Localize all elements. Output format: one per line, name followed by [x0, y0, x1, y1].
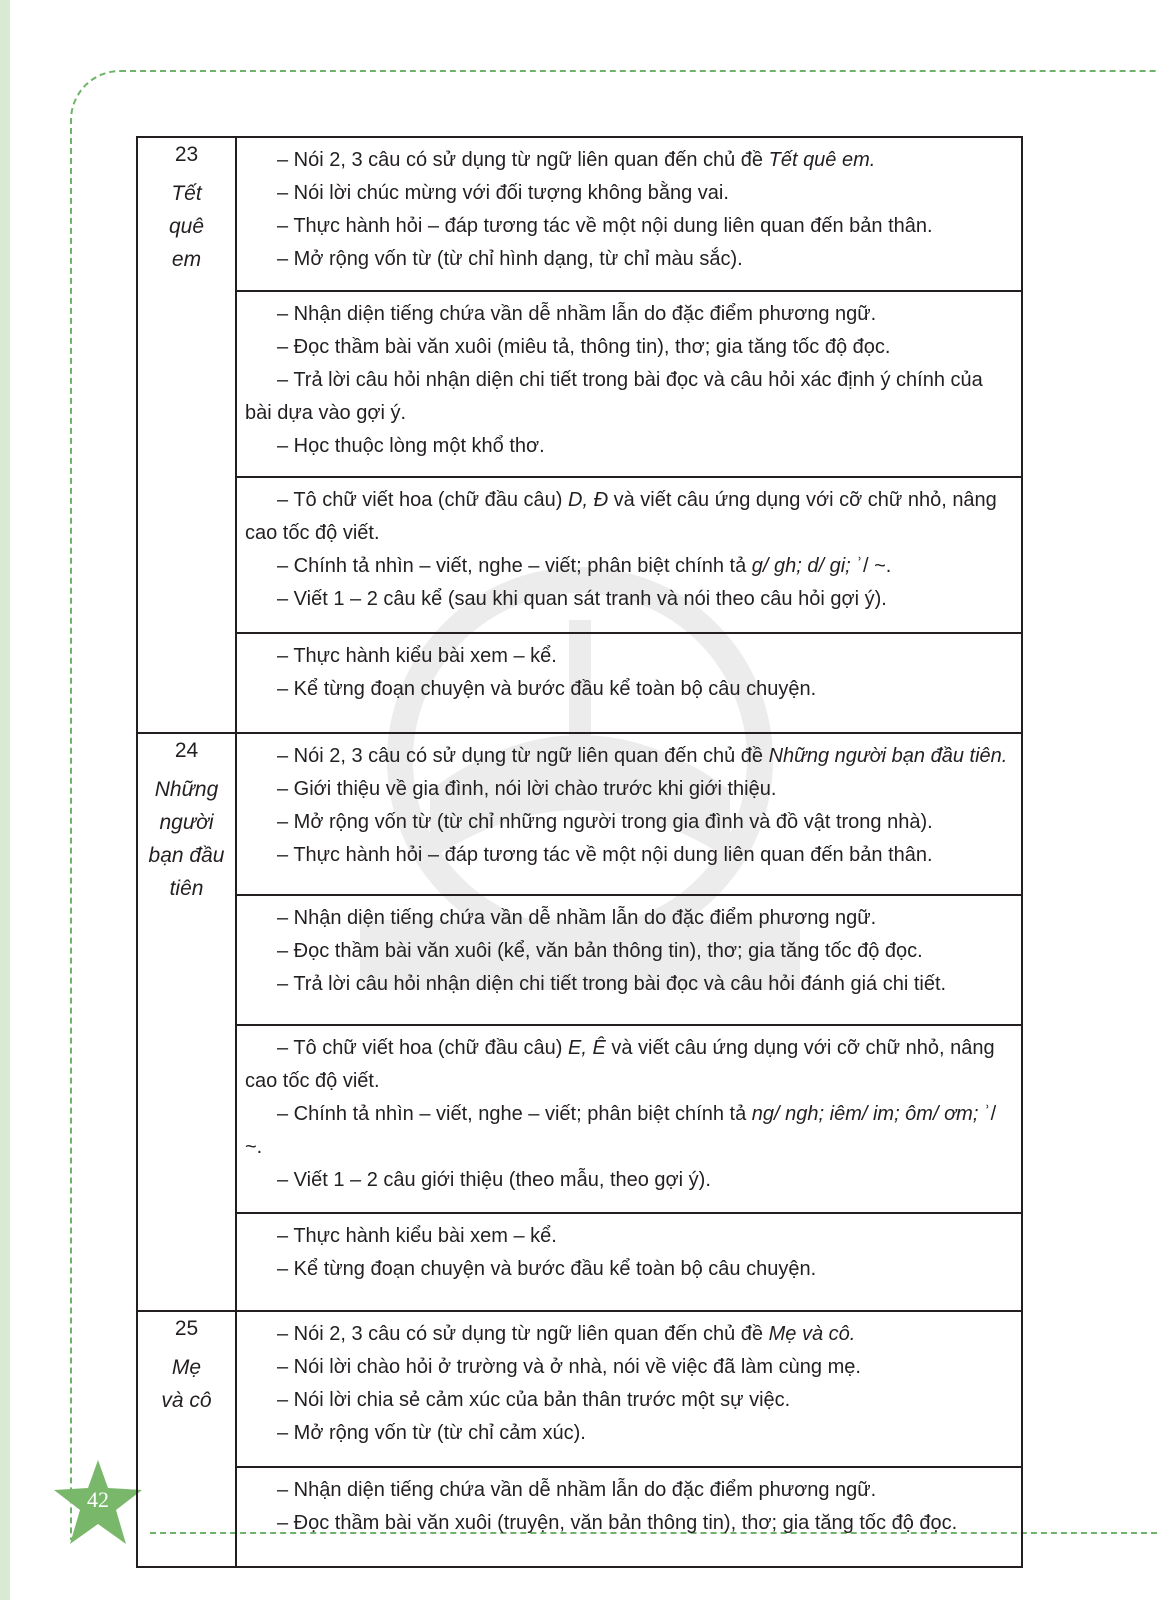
item-text: – Tô chữ viết hoa (chữ đầu câu) — [277, 489, 569, 511]
item-text: – Thực hành hỏi – đáp tương tác về một nội dung liên quan đến bản thân. — [277, 844, 933, 866]
week-cell — [137, 137, 236, 733]
item-text: – Viết 1 – 2 câu kể (sau khi quan sát tranh và nói theo câu hỏi gợi ý). — [277, 588, 887, 610]
list-item — [245, 902, 1011, 935]
item-text: – Mở rộng vốn từ (từ chỉ cảm xúc). — [277, 1422, 586, 1444]
content-cell — [236, 1467, 1022, 1567]
list-item — [245, 1351, 1011, 1384]
list-item — [245, 935, 1011, 968]
list-item — [245, 583, 1011, 616]
table-row — [137, 1025, 1022, 1213]
content-cell — [236, 895, 1022, 1025]
content-cell — [236, 291, 1022, 477]
week-theme-line: Những — [154, 778, 219, 801]
list-item — [245, 484, 1011, 550]
list-item — [245, 773, 1011, 806]
week-theme-line: Tết — [171, 182, 202, 205]
week-theme-line: và cô — [161, 1389, 212, 1412]
item-emphasis: g/ gh; d/ gi; — [751, 555, 857, 577]
week-theme-line: quê — [168, 215, 205, 238]
list-item — [245, 1384, 1011, 1417]
item-text: – Tô chữ viết hoa (chữ đầu câu) — [277, 1037, 569, 1059]
content-cell — [236, 477, 1022, 633]
item-text: – Mở rộng vốn từ (từ chỉ những người trong gia đình và đồ vật trong nhà). — [277, 811, 933, 833]
list-item — [245, 1253, 1011, 1286]
week-cell — [137, 733, 236, 1311]
list-item — [245, 673, 1011, 706]
item-text: – Nói 2, 3 câu có sử dụng từ ngữ liên quan đến chủ đề — [277, 1323, 769, 1345]
content-cell — [236, 1311, 1022, 1467]
item-emphasis: Những người bạn đầu tiên. — [768, 745, 1008, 767]
list-item — [245, 550, 1011, 583]
item-text: – Viết 1 – 2 câu giới thiệu (theo mẫu, theo gợi ý). — [277, 1169, 711, 1191]
item-text: – Thực hành kiểu bài xem – kể. — [277, 1225, 557, 1247]
item-emphasis: Mẹ và cô. — [768, 1323, 856, 1345]
item-emphasis: D, Đ — [568, 489, 609, 511]
table-row — [137, 137, 1022, 291]
list-item — [245, 298, 1011, 331]
content-cell — [236, 137, 1022, 291]
week-theme-line: người — [159, 811, 214, 834]
list-item — [245, 1164, 1011, 1197]
item-text: – Đọc thầm bài văn xuôi (miêu tả, thông tin), thơ; gia tăng tốc độ đọc. — [277, 336, 891, 358]
item-text: – Chính tả nhìn – viết, nghe – viết; phân biệt chính tả — [277, 1103, 752, 1125]
week-cell — [137, 1311, 236, 1567]
list-item — [245, 177, 1011, 210]
item-emphasis: ng/ ngh; iêm/ im; ôm/ ơm; — [751, 1103, 984, 1125]
table-row — [137, 477, 1022, 633]
list-item — [245, 1318, 1011, 1351]
table-row — [137, 291, 1022, 477]
item-text: – Nói lời chúc mừng với đối tượng không bằng vai. — [277, 182, 729, 204]
item-text: – Học thuộc lòng một khổ thơ. — [277, 435, 545, 457]
list-item — [245, 1098, 1011, 1164]
list-item — [245, 1417, 1011, 1450]
table-row — [137, 1213, 1022, 1311]
item-emphasis: Tết quê em. — [768, 149, 876, 171]
item-text-after: ʾ/ ~. — [856, 555, 892, 577]
week-number: 24 — [174, 739, 199, 762]
list-item — [245, 144, 1011, 177]
item-text-after: và viết câu ứng dụng với cỡ chữ nhỏ, nâng cao tốc độ viết. — [245, 1037, 995, 1092]
curriculum-table — [136, 136, 1023, 1568]
list-item — [245, 331, 1011, 364]
content-cell — [236, 633, 1022, 733]
item-text: – Thực hành kiểu bài xem – kể. — [277, 645, 557, 667]
table-row — [137, 895, 1022, 1025]
content-cell — [236, 1213, 1022, 1311]
item-text: – Nhận diện tiếng chứa vần dễ nhầm lẫn do đặc điểm phương ngữ. — [277, 303, 877, 325]
item-text: – Đọc thầm bài văn xuôi (kể, văn bản thông tin), thơ; gia tăng tốc độ đọc. — [277, 940, 923, 962]
item-text-after: và viết câu ứng dụng với cỡ chữ nhỏ, nâng cao tốc độ viết. — [245, 489, 997, 544]
item-text: – Thực hành hỏi – đáp tương tác về một nội dung liên quan đến bản thân. — [277, 215, 933, 237]
list-item — [245, 640, 1011, 673]
week-theme-line: em — [171, 248, 202, 271]
item-text: – Kể từng đoạn chuyện và bước đầu kể toàn bộ câu chuyện. — [277, 678, 817, 700]
content-cell — [236, 1025, 1022, 1213]
item-emphasis: E, Ê — [568, 1037, 606, 1059]
item-text: – Nhận diện tiếng chứa vần dễ nhầm lẫn do đặc điểm phương ngữ. — [277, 1479, 877, 1501]
content-cell — [236, 733, 1022, 895]
list-item — [245, 968, 1011, 1001]
item-text: – Chính tả nhìn – viết, nghe – viết; phân biệt chính tả — [277, 555, 752, 577]
item-text: – Giới thiệu về gia đình, nói lời chào trước khi giới thiệu. — [277, 778, 777, 800]
item-text: – Trả lời câu hỏi nhận diện chi tiết trong bài đọc và câu hỏi xác định ý chính của bài dựa vào gợi ý. — [245, 369, 983, 424]
list-item — [245, 243, 1011, 276]
week-number: 25 — [174, 1317, 199, 1340]
table-row — [137, 1467, 1022, 1567]
list-item — [245, 1474, 1011, 1507]
table-row — [137, 633, 1022, 733]
item-text: – Trả lời câu hỏi nhận diện chi tiết trong bài đọc và câu hỏi đánh giá chi tiết. — [277, 973, 947, 995]
item-text: – Nhận diện tiếng chứa vần dễ nhầm lẫn do đặc điểm phương ngữ. — [277, 907, 877, 929]
list-item — [245, 1507, 1011, 1540]
item-text: – Kể từng đoạn chuyện và bước đầu kể toàn bộ câu chuyện. — [277, 1258, 817, 1280]
week-theme-line: tiên — [169, 877, 204, 900]
item-text: – Mở rộng vốn từ (từ chỉ hình dạng, từ chỉ màu sắc). — [277, 248, 743, 270]
list-item — [245, 364, 1011, 430]
list-item — [245, 210, 1011, 243]
list-item — [245, 839, 1011, 872]
item-text: – Đọc thầm bài văn xuôi (truyện, văn bản thông tin), thơ; gia tăng tốc độ đọc. — [277, 1512, 958, 1534]
week-theme-line: bạn đầu — [148, 844, 225, 867]
page-number: 42 — [87, 1487, 109, 1512]
week-number: 23 — [174, 143, 199, 166]
week-theme-line: Mẹ — [171, 1356, 202, 1379]
list-item — [245, 430, 1011, 463]
item-text: – Nói lời chào hỏi ở trường và ở nhà, nói về việc đã làm cùng mẹ. — [277, 1356, 861, 1378]
list-item — [245, 806, 1011, 839]
table-row — [137, 1311, 1022, 1467]
item-text: – Nói 2, 3 câu có sử dụng từ ngữ liên quan đến chủ đề — [277, 149, 769, 171]
item-text: – Nói lời chia sẻ cảm xúc của bản thân trước một sự việc. — [277, 1389, 791, 1411]
list-item — [245, 1032, 1011, 1098]
table-row — [137, 733, 1022, 895]
item-text-after: ʾ/ ~. — [245, 1103, 997, 1158]
list-item — [245, 740, 1011, 773]
list-item — [245, 1220, 1011, 1253]
item-text: – Nói 2, 3 câu có sử dụng từ ngữ liên quan đến chủ đề — [277, 745, 769, 767]
